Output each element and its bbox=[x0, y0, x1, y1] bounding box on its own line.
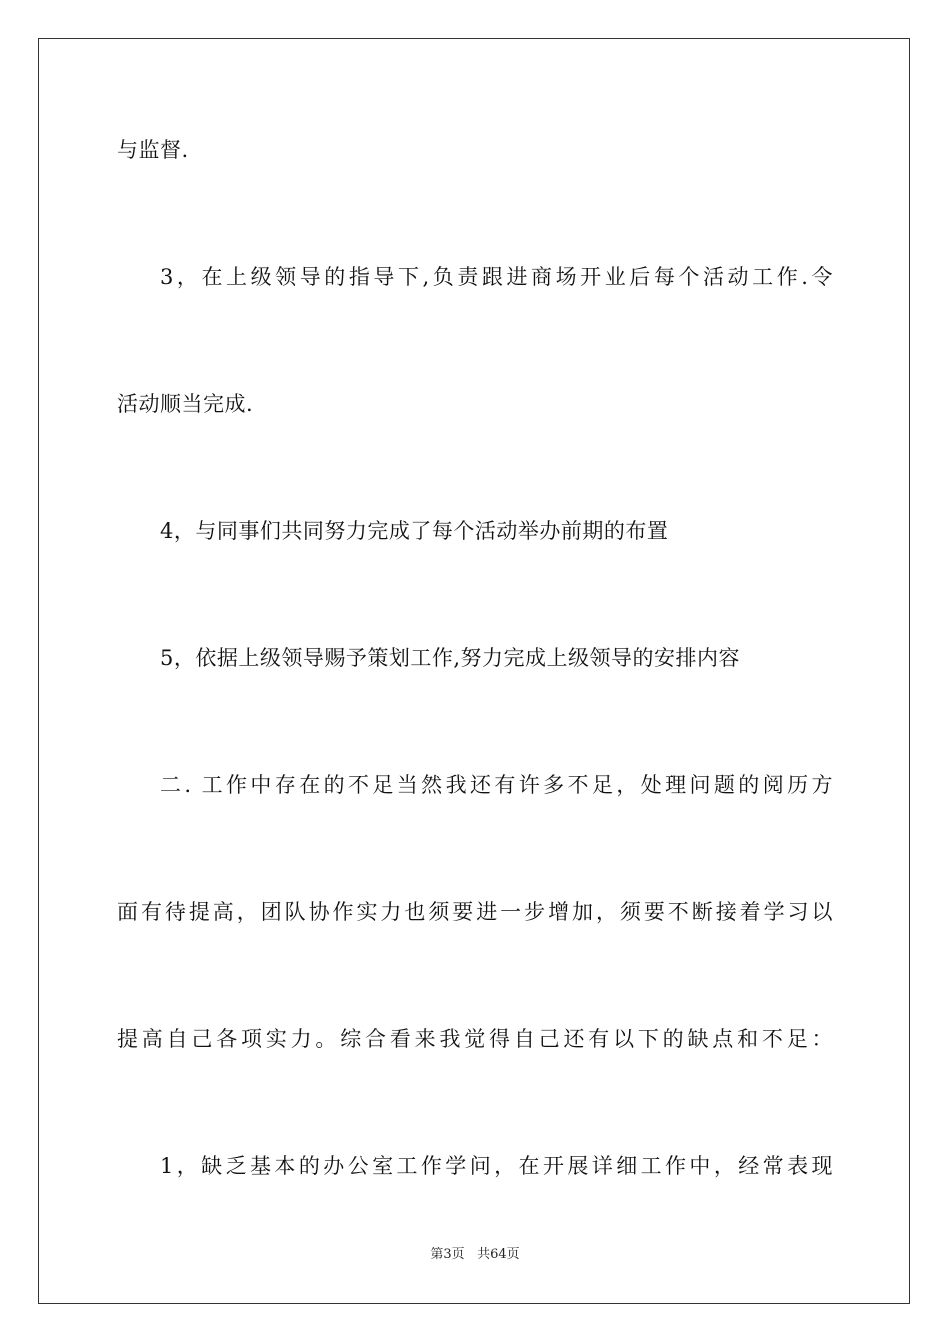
text-line-4: 4，与同事们共同努力完成了每个活动举办前期的布置 bbox=[160, 519, 669, 543]
page-footer bbox=[0, 1246, 950, 1264]
page-number: 第3页 bbox=[430, 1247, 465, 1262]
text-line-6: 二. 工作中存在的不足当然我还有许多不足，处理问题的阅历方 bbox=[160, 773, 833, 797]
text-line-2: 3，在上级领导的指导下,负责跟进商场开业后每个活动工作.令 bbox=[160, 265, 833, 289]
text-line-9: 1，缺乏基本的办公室工作学问，在开展详细工作中，经常表现 bbox=[160, 1154, 833, 1178]
text-line-8: 提高自己各项实力。综合看来我觉得自己还有以下的缺点和不足： bbox=[117, 1027, 833, 1051]
text-line-7: 面有待提高，团队协作实力也须要进一步增加，须要不断接着学习以 bbox=[117, 900, 833, 924]
page-total: 共64页 bbox=[477, 1247, 520, 1262]
text-line-1: 与监督. bbox=[117, 138, 189, 162]
text-line-3: 活动顺当完成. bbox=[117, 392, 254, 416]
text-line-5: 5，依据上级领导赐予策划工作,努力完成上级领导的安排内容 bbox=[160, 646, 741, 670]
